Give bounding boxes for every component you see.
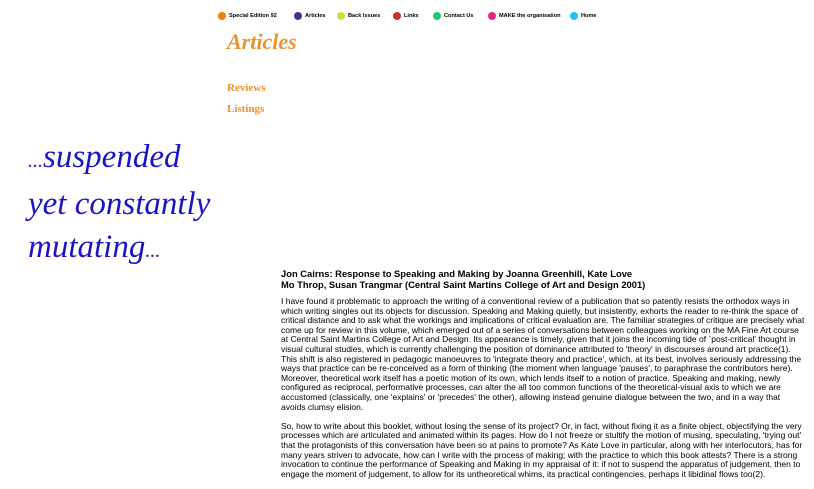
headline-ellipsis: ... [28, 150, 43, 172]
nav-dot-icon [433, 12, 441, 20]
nav-item-label: Contact Us [444, 13, 474, 19]
headline-line-1 [28, 136, 210, 183]
article-body [281, 297, 805, 489]
article-paragraph: So, how to write about this booklet, without losing the sense of its project? Or, in fact, without fixing it as a finite object, objectifying the very processes which are articulated and animated within its pages. How do I not freeze or stultify the motion of musing, speculating, 'trying out' that the protagonists of this conversation have been so at pains to promote? As Kate Love in particular, along with her interlocutors, has for many years striven to advocate, how can I write with the process of making; with the practice to which this book attests? There is a strong invocation to continue the performance of Speaking and Making in my appraisal of it: if not to suspend the apparatus of judgement, then to engage the moment of judgement, to allow for its untheoretical whims, its practical contingencies, perhaps it libidinal flows too(2). [281, 420, 803, 479]
nav-dot-icon [337, 12, 345, 20]
nav-dot-icon [218, 12, 226, 20]
byline-line-2: Mo Throp, Susan Trangmar (Central Saint Martins College of Art and Design 2001) [281, 279, 646, 290]
nav-item-label: Home [581, 13, 597, 19]
nav-item-label: Articles [305, 13, 326, 19]
nav-dot-icon [393, 12, 401, 20]
nav-dot-icon [488, 12, 496, 20]
headline-line-2: yet constantly [28, 186, 211, 222]
listings-link[interactable]: Listings [227, 103, 265, 115]
nav-item-label: Back Issues [348, 13, 381, 19]
headline-line-3-text: mutating [28, 229, 146, 265]
headline-line-1-text: suspended [43, 139, 181, 175]
article-paragraph: I have found it problematic to approach the writing of a conventional review of a publication that so patently resists the orthodox ways in which writing singles out its objects for discussion. Speaking and Making quietly, but insistently, exhorts the reader to re-think the space of critical distance and to ask what the workings and implications of critical evaluation are. The familiar strategies of critique are precisely what come up for review in this volume, which emerged out of a series of conversations between colleagues working on the MA Fine Art course at Central Saint Martins College of Art and Design. Its appearance is timely, given that it joins the incoming tide of `post-critical' thought in visual cultural studies, which is currently challenging the position of dominance attributed to 'theory' in discourses around art practice(1). This shift is also registered in pedagogic manoeuvres to 'integrate theory and practice', which, at its best, involves seriously addressing the ways that practice can be re-conceived as a form of thinking (the moment when language 'pauses', to paraphrase the contributors here). Moreover, theoretical work itself has a poetic motion of its own, which lends itself to a notion of practice. Speaking and making, newly configured as reciprocal, performative processes, can alter the all too common functions of the theoretical-visual axis to which we are accustomed (classically, one 'explains' or 'precedes' the other), allowing instead genuine dialogue between the two, and in a way that avoids clumsy elision. [281, 296, 805, 412]
byline-line-1: Jon Cairns: Response to Speaking and Making by Joanna Greenhill, Kate Love [281, 268, 633, 279]
article-headline [28, 136, 210, 273]
nav-dot-icon [570, 12, 578, 20]
nav-item-label: Special Edition 92 [229, 13, 277, 19]
article-byline [281, 268, 645, 290]
headline-ellipsis: ... [145, 240, 161, 262]
headline-line-3 [28, 226, 210, 273]
page-title: Articles [227, 29, 297, 54]
nav-item-label: MAKE the organisation [499, 13, 561, 19]
nav-item-label: Links [404, 13, 419, 19]
reviews-link[interactable]: Reviews [227, 82, 266, 94]
nav-dot-icon [294, 12, 302, 20]
